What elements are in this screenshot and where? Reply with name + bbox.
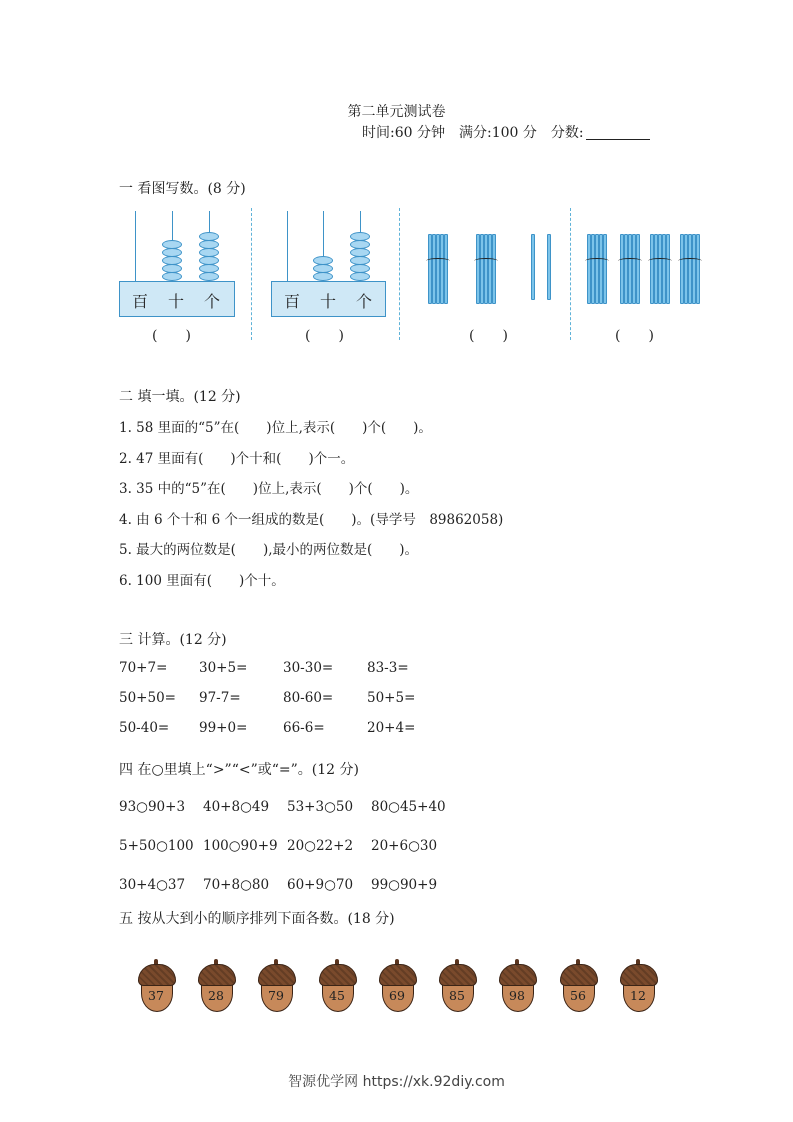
calc-problem[interactable]: 30-30= bbox=[283, 660, 334, 676]
fill-item-1[interactable]: 1. 58 里面的“5”在( )位上,表示( )个( )。 bbox=[119, 420, 432, 436]
abacus-base bbox=[271, 281, 386, 317]
section-3-heading: 三 计算。(12 分) bbox=[119, 632, 227, 648]
stick-bundle bbox=[587, 234, 607, 304]
acorn-icon bbox=[379, 964, 415, 1012]
compare-problem[interactable]: 40+8○49 bbox=[203, 799, 270, 815]
acorn-number: 69 bbox=[389, 988, 405, 1003]
compare-problem[interactable]: 20○22+2 bbox=[287, 838, 354, 854]
compare-problem[interactable]: 60+9○70 bbox=[287, 877, 354, 893]
section-5-heading: 五 按从大到小的顺序排列下面各数。(18 分) bbox=[119, 911, 395, 927]
stick-bundle bbox=[680, 234, 700, 304]
acorn-number: 56 bbox=[570, 988, 586, 1003]
calc-problem[interactable]: 70+7= bbox=[119, 660, 168, 676]
stick-bundle bbox=[428, 234, 448, 304]
calc-problem[interactable]: 80-60= bbox=[283, 690, 334, 706]
place-label-ones: 个 bbox=[356, 292, 373, 311]
calc-problem[interactable]: 97-7= bbox=[199, 690, 241, 706]
calc-problem[interactable]: 99+0= bbox=[199, 720, 248, 736]
place-label-tens: 十 bbox=[320, 292, 337, 311]
exam-info bbox=[362, 122, 650, 142]
fill-item-6[interactable]: 6. 100 里面有( )个十。 bbox=[119, 573, 285, 589]
abacus-bead bbox=[162, 272, 182, 281]
stick-bundle bbox=[476, 234, 496, 304]
compare-problem[interactable]: 80○45+40 bbox=[371, 799, 446, 815]
answer-blank[interactable]: ( ) bbox=[615, 328, 654, 344]
acorn-icon bbox=[560, 964, 596, 1012]
compare-problem[interactable]: 93○90+3 bbox=[119, 799, 186, 815]
section-2-heading: 二 填一填。(12 分) bbox=[119, 389, 241, 405]
section-1-heading: 一 看图写数。(8 分) bbox=[119, 181, 246, 197]
place-label-tens: 十 bbox=[168, 292, 185, 311]
answer-blank[interactable]: ( ) bbox=[305, 328, 344, 344]
single-stick bbox=[531, 234, 535, 300]
calc-problem[interactable]: 50+5= bbox=[367, 690, 416, 706]
acorn-number: 28 bbox=[208, 988, 224, 1003]
acorn-icon bbox=[620, 964, 656, 1012]
acorn-icon bbox=[439, 964, 475, 1012]
compare-problem[interactable]: 70+8○80 bbox=[203, 877, 270, 893]
abacus-rod bbox=[135, 211, 136, 281]
fill-item-3[interactable]: 3. 35 中的“5”在( )位上,表示( )个( )。 bbox=[119, 481, 419, 497]
fill-item-5[interactable]: 5. 最大的两位数是( ),最小的两位数是( )。 bbox=[119, 542, 419, 558]
place-label-ones: 个 bbox=[204, 292, 221, 311]
fill-item-4[interactable]: 4. 由 6 个十和 6 个一组成的数是( )。(导学号 89862058) bbox=[119, 512, 504, 528]
calc-problem[interactable]: 66-6= bbox=[283, 720, 325, 736]
page-title: 第二单元测试卷 bbox=[347, 104, 446, 120]
calc-problem[interactable]: 50-40= bbox=[119, 720, 170, 736]
abacus-bead bbox=[313, 272, 333, 281]
single-stick bbox=[547, 234, 551, 300]
acorn-number: 79 bbox=[268, 988, 284, 1003]
dashed-divider bbox=[399, 208, 400, 340]
acorn-number: 98 bbox=[509, 988, 525, 1003]
abacus-bead bbox=[350, 272, 370, 281]
acorn-icon bbox=[138, 964, 174, 1012]
acorn-icon bbox=[198, 964, 234, 1012]
footer-watermark: 智源优学网 https://xk.92diy.com bbox=[288, 1074, 505, 1090]
dashed-divider bbox=[251, 208, 252, 340]
calc-problem[interactable]: 20+4= bbox=[367, 720, 416, 736]
place-label-hundreds: 百 bbox=[284, 292, 301, 311]
compare-problem[interactable]: 53+3○50 bbox=[287, 799, 354, 815]
section-4-heading: 四 在○里填上“>”“<”或“=”。(12 分) bbox=[119, 762, 359, 778]
acorn-icon bbox=[258, 964, 294, 1012]
calc-problem[interactable]: 50+50= bbox=[119, 690, 176, 706]
compare-problem[interactable]: 30+4○37 bbox=[119, 877, 186, 893]
answer-blank[interactable]: ( ) bbox=[152, 328, 191, 344]
compare-problem[interactable]: 100○90+9 bbox=[203, 838, 278, 854]
calc-problem[interactable]: 83-3= bbox=[367, 660, 409, 676]
abacus-bead bbox=[199, 272, 219, 281]
acorn-number: 12 bbox=[630, 988, 646, 1003]
calc-problem[interactable]: 30+5= bbox=[199, 660, 248, 676]
stick-bundle bbox=[620, 234, 640, 304]
abacus-rod bbox=[287, 211, 288, 281]
score-blank[interactable] bbox=[586, 125, 650, 140]
compare-problem[interactable]: 99○90+9 bbox=[371, 877, 438, 893]
fill-item-2[interactable]: 2. 47 里面有( )个十和( )个一。 bbox=[119, 451, 355, 467]
stick-bundle bbox=[650, 234, 670, 304]
abacus-base bbox=[119, 281, 235, 317]
dashed-divider bbox=[570, 208, 571, 340]
acorn-number: 85 bbox=[449, 988, 465, 1003]
acorn-icon bbox=[319, 964, 355, 1012]
compare-problem[interactable]: 20+6○30 bbox=[371, 838, 438, 854]
place-label-hundreds: 百 bbox=[132, 292, 149, 311]
acorn-number: 37 bbox=[148, 988, 164, 1003]
acorn-number: 45 bbox=[329, 988, 345, 1003]
answer-blank[interactable]: ( ) bbox=[469, 328, 508, 344]
exam-info-text: 时间:60 分钟 满分:100 分 分数: bbox=[362, 125, 584, 141]
compare-problem[interactable]: 5+50○100 bbox=[119, 838, 194, 854]
acorn-icon bbox=[499, 964, 535, 1012]
